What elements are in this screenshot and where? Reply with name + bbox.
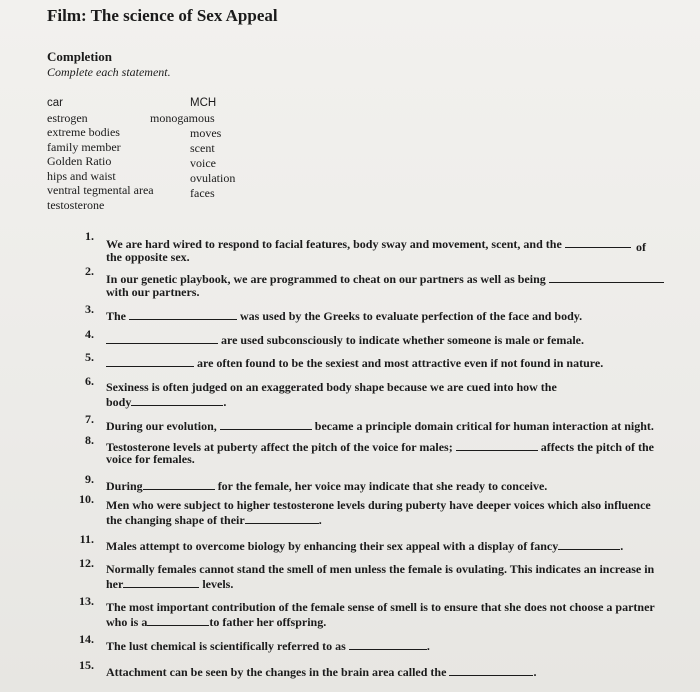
- question-text: are often found to be the sexiest and most attractive even if not found in nature.: [106, 355, 603, 370]
- word-bank-item: testosterone: [47, 198, 105, 212]
- answer-blank[interactable]: [106, 332, 218, 344]
- question-text: are used subconsciously to indicate whether someone is male or female.: [106, 332, 584, 347]
- question-number: 5.: [85, 350, 94, 364]
- question-number: 6.: [85, 374, 94, 388]
- answer-blank[interactable]: [549, 271, 664, 283]
- page-title: Film: The science of Sex Appeal: [47, 6, 278, 25]
- question-number: 15.: [79, 658, 94, 672]
- answer-blank[interactable]: [220, 418, 312, 430]
- question-text: The lust chemical is scientifically referred to as .: [106, 639, 430, 653]
- question-text: During for the female, her voice may indicate that she ready to conceive.: [106, 479, 548, 493]
- question-text: body .: [106, 395, 227, 409]
- question-text: her levels.: [106, 577, 234, 591]
- answer-blank[interactable]: [245, 512, 319, 524]
- question-number: 10.: [79, 492, 94, 506]
- question-text: Males attempt to overcome biology by enhancing their sex appeal with a display of fancy .: [106, 539, 624, 553]
- question-number: 2.: [85, 264, 94, 278]
- question-text: who is a to father her offspring.: [106, 615, 327, 629]
- word-bank-item: family member: [47, 140, 121, 154]
- word-bank-item: faces: [190, 186, 215, 200]
- answer-blank[interactable]: [147, 614, 209, 626]
- question-number: 11.: [79, 532, 94, 546]
- question-text: the changing shape of their .: [106, 513, 322, 527]
- question-text: Men who were subject to higher testosterone levels during puberty have deeper voices which also influence: [106, 498, 651, 512]
- question-number: 12.: [79, 556, 94, 570]
- word-bank-item: MCH: [190, 97, 217, 109]
- word-bank-item: Golden Ratio: [47, 154, 112, 168]
- answer-blank[interactable]: [123, 576, 199, 588]
- answer-blank[interactable]: [349, 638, 427, 650]
- section-title: Completion: [47, 49, 112, 64]
- question-number: 4.: [85, 327, 94, 341]
- question-text: the opposite sex.: [106, 250, 190, 264]
- question-number: 14.: [79, 632, 94, 646]
- answer-blank[interactable]: [558, 538, 620, 550]
- word-bank-item: estrogen: [47, 111, 88, 125]
- answer-blank[interactable]: [106, 355, 194, 367]
- word-bank-item: scent: [190, 141, 215, 155]
- answer-blank[interactable]: [143, 478, 215, 490]
- question-text: of: [636, 240, 646, 254]
- question-text: with our partners.: [106, 285, 200, 299]
- question-text: Testosterone levels at puberty affect the pitch of the voice for males; affects the pitch of the: [106, 440, 655, 454]
- question-text: Sexiness is often judged on an exaggerated body shape because we are cued into how the: [106, 380, 557, 394]
- question-number: 8.: [85, 433, 94, 447]
- question-number: 9.: [85, 472, 94, 486]
- question-text: The was used by the Greeks to evaluate perfection of the face and body.: [106, 309, 583, 323]
- question-text: In our genetic playbook, we are programmed to cheat on our partners as well as being: [106, 271, 664, 286]
- question-text: The most important contribution of the female sense of smell is to ensure that she does not choose a partner: [106, 600, 655, 614]
- word-bank-item: moves: [190, 126, 222, 140]
- question-number: 7.: [85, 412, 94, 426]
- question-text: voice for females.: [106, 452, 195, 466]
- answer-blank[interactable]: [456, 439, 538, 451]
- question-text: Normally females cannot stand the smell of men unless the female is ovulating. This indicates an increase in: [106, 562, 655, 576]
- question-text: We are hard wired to respond to facial features, body sway and movement, scent, and the: [106, 236, 631, 251]
- question-number: 1.: [85, 229, 94, 243]
- question-text: During our evolution, became a principle domain critical for human interaction at night.: [106, 419, 654, 433]
- answer-blank[interactable]: [131, 394, 223, 406]
- question-number: 3.: [85, 302, 94, 316]
- question-number: 13.: [79, 594, 94, 608]
- answer-blank[interactable]: [129, 308, 237, 320]
- word-bank-item: ovulation: [190, 171, 236, 185]
- word-bank-item: hips and waist: [47, 169, 116, 183]
- question-text: Attachment can be seen by the changes in the brain area called the .: [106, 665, 537, 679]
- word-bank-item: extreme bodies: [47, 125, 120, 139]
- word-bank-item: ventral tegmental area: [47, 183, 154, 197]
- section-instructions: Complete each statement.: [47, 65, 171, 79]
- word-bank-item: voice: [190, 156, 216, 170]
- word-bank-item: car: [47, 97, 63, 109]
- answer-blank[interactable]: [565, 236, 631, 248]
- answer-blank[interactable]: [449, 664, 533, 676]
- word-bank-item: monogamous: [150, 111, 215, 125]
